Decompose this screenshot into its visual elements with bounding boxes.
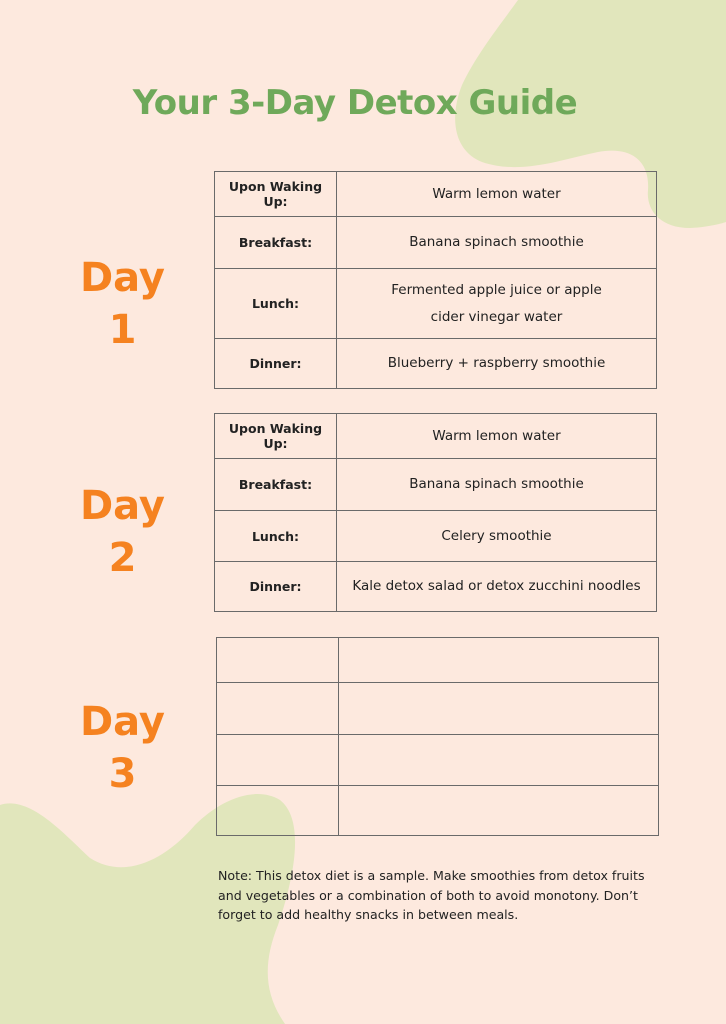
table-row (215, 414, 657, 459)
table-row (215, 172, 657, 217)
table-row (217, 638, 659, 683)
meal-label: Breakfast: (215, 217, 337, 269)
day-2-table (214, 413, 657, 612)
meal-food-line: cider vinegar water (430, 308, 563, 325)
meal-food: Kale detox salad or detox zucchini noodles (337, 562, 657, 612)
meal-label: Upon Waking Up: (215, 414, 337, 459)
table-row (215, 269, 657, 339)
table-row (215, 459, 657, 511)
meal-label (217, 683, 339, 735)
meal-label: Lunch: (215, 269, 337, 339)
meal-food: Warm lemon water (337, 414, 657, 459)
meal-food: Blueberry + raspberry smoothie (337, 339, 657, 389)
day-3-word: Day (79, 699, 166, 745)
meal-label: Dinner: (215, 562, 337, 612)
day-3-table (216, 637, 659, 836)
day-1-table (214, 171, 657, 389)
table-row (215, 562, 657, 612)
day-1-word: Day (79, 255, 166, 301)
table-row (215, 217, 657, 269)
day-3-label (60, 696, 185, 800)
meal-food (339, 638, 659, 683)
day-1-number: 1 (108, 307, 137, 353)
table-row (215, 511, 657, 562)
day-2-number: 2 (108, 535, 137, 581)
footnote: Note: This detox diet is a sample. Make smoothies from detox fruits and vegetables or a combination of both to avoid monotony. Don’t forget to add healthy snacks in between meals. (218, 868, 645, 922)
meal-label: Lunch: (215, 511, 337, 562)
meal-food (337, 269, 657, 339)
meal-label (217, 638, 339, 683)
day-3-number: 3 (108, 751, 137, 797)
meal-label (217, 786, 339, 836)
day-2-label (60, 480, 185, 584)
meal-food: Banana spinach smoothie (337, 217, 657, 269)
meal-label (217, 735, 339, 786)
table-row (217, 735, 659, 786)
meal-food: Celery smoothie (337, 511, 657, 562)
page-title: Your 3-Day Detox Guide (132, 83, 578, 123)
meal-food: Warm lemon water (337, 172, 657, 217)
meal-label: Dinner: (215, 339, 337, 389)
table-row (217, 786, 659, 836)
meal-food (339, 786, 659, 836)
meal-food: Banana spinach smoothie (337, 459, 657, 511)
meal-food (339, 735, 659, 786)
meal-label: Breakfast: (215, 459, 337, 511)
table-row (217, 683, 659, 735)
day-1-label (60, 252, 185, 356)
day-2-word: Day (79, 483, 166, 529)
meal-food (339, 683, 659, 735)
meal-label: Upon Waking Up: (215, 172, 337, 217)
table-row (215, 339, 657, 389)
meal-food-line: Fermented apple juice or apple (391, 281, 602, 298)
